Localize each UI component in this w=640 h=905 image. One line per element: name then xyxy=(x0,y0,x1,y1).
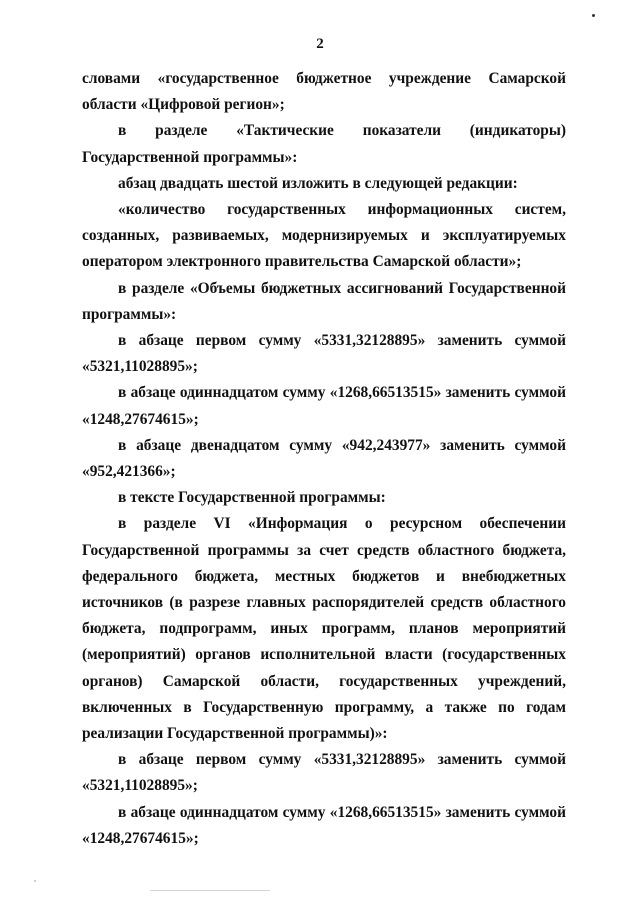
paragraph: в разделе VI «Информация о ресурсном обеспечении Государственной программы за счет средств областного бюджета, федерального бюджета, местных бюджетов и внебюджетных источников (в разрезе главных распорядителей средств областного бюджета, подпрограмм, иных программ, планов мероприятий (мероприятий) органов исполнительной власти (государственных органов) Самарской области, государственных учреждений, включенных в Государственную программу, а также по годам реализации Государственной программы)»: xyxy=(82,515,566,743)
paragraph: в абзаце первом сумму «5331,32128895» заменить суммой «5321,11028895»; xyxy=(82,332,566,376)
paragraph: в разделе «Объемы бюджетных ассигнований Государственной программы»: xyxy=(82,279,566,323)
scan-bottom-rule xyxy=(150,890,270,891)
paragraph: абзац двадцать шестой изложить в следующей редакции: xyxy=(118,174,518,192)
scan-speck xyxy=(34,880,36,882)
paragraph: в разделе «Тактические показатели (индикаторы) Государственной программы»: xyxy=(82,122,566,166)
paragraph: в тексте Государственной программы: xyxy=(118,489,386,507)
paragraph: словами «государственное бюджетное учреждение Самарской области «Цифровой регион»; xyxy=(82,70,566,114)
paragraph: в абзаце двенадцатом сумму «942,243977» заменить суммой «952,421366»; xyxy=(82,436,566,481)
scan-dot-mark xyxy=(592,14,595,17)
document-body xyxy=(82,66,566,852)
paragraph: в абзаце одиннадцатом сумму «1268,66513515» заменить суммой «1248,27674615»; xyxy=(82,384,566,428)
paragraph: в абзаце одиннадцатом сумму «1268,66513515» заменить суммой «1248,27674615»; xyxy=(82,803,566,847)
paragraph: «количество государственных информационных систем, созданных, развиваемых, модернизируемых и эксплуатируемых оператором электронного правительства Самарской области»; xyxy=(82,201,566,271)
paragraph: в абзаце первом сумму «5331,32128895» заменить суммой «5321,11028895»; xyxy=(82,751,566,795)
page-number: 2 xyxy=(316,36,324,52)
